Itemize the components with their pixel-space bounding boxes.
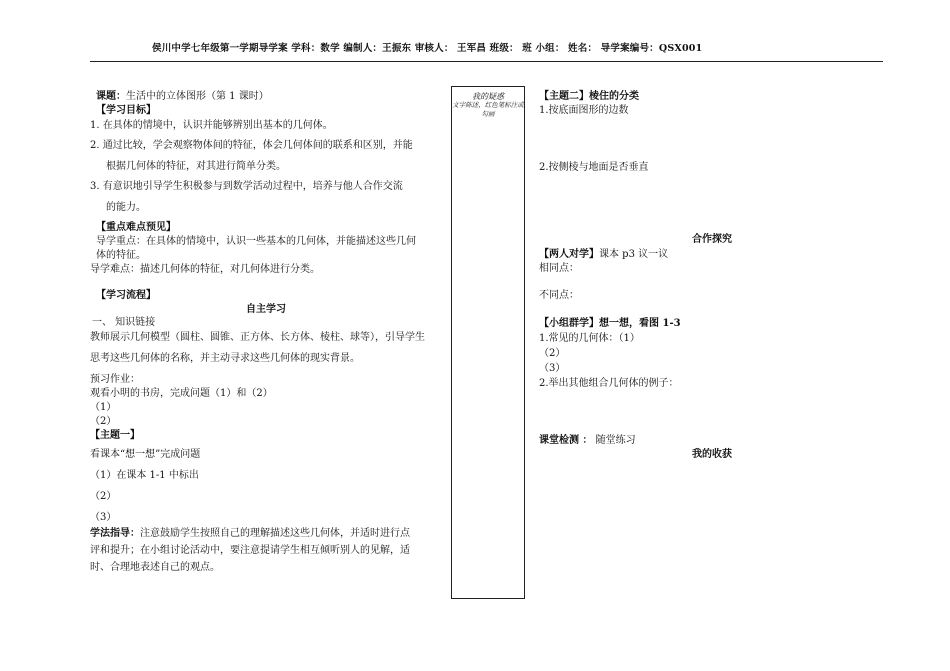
para-2: 思考这些几何体的名称，并主动寻求这些几何体的现实背景。 — [90, 353, 360, 364]
notes-box — [451, 86, 525, 599]
goal-2b: 根据几何体的特征，对其进行简单分类。 — [106, 161, 286, 172]
difficulty: 导学难点：描述几何体的特征，对几何体进行分类。 — [90, 264, 320, 275]
topic-1-heading: 【主题一】 — [90, 430, 140, 441]
goal-3b: 的能力。 — [106, 202, 146, 213]
goal-3a: 3. 有意识地引导学生积极参与到数学活动过程中，培养与他人合作交流 — [90, 181, 403, 192]
lesson-label: 课题： — [96, 91, 126, 102]
homework-title: 预习作业： — [90, 374, 140, 385]
group-study-heading: 【小组群学】想一想，看图 1-3 — [539, 318, 681, 329]
goal-2a: 2. 通过比较，学会观察物体间的特征，体会几何体间的联系和区别，并能 — [90, 140, 413, 151]
class-check-line — [539, 431, 636, 446]
class-check-text: 随堂练习 — [595, 435, 636, 446]
topic-1-q3: （3） — [90, 512, 117, 523]
topic-1-line: 看课本“想一想”完成问题 — [90, 449, 201, 460]
flow-heading: 【学习流程】 — [96, 290, 156, 301]
key-point-2: 体的特征。 — [96, 250, 146, 261]
guidance-line-1 — [90, 524, 410, 539]
header-rule — [90, 61, 883, 62]
similarities: 相同点： — [539, 263, 579, 274]
guidance-label: 学法指导： — [90, 528, 140, 539]
cooperation-heading: 合作探究 — [692, 234, 732, 245]
lesson-title: 生活中的立体图形（第 1 课时） — [126, 91, 269, 102]
notes-title: 我的疑惑 — [472, 92, 504, 101]
pair-study-text: 课本 p3 议一议 — [599, 249, 669, 260]
guidance-text-1: 注意鼓励学生按照自己的理解描述这些几何体，并适时进行点 — [140, 528, 410, 539]
pair-study-line — [539, 245, 668, 260]
group-item-4: 2.举出其他组合几何体的例子： — [539, 378, 679, 389]
topic-2-heading: 【主题二】棱住的分类 — [539, 91, 639, 102]
goals-heading: 【学习目标】 — [96, 105, 156, 116]
key-point-1: 导学重点：在具体的情境中，认识一些基本的几何体，并能描述这些几何 — [96, 236, 416, 247]
topic-1-q1: （1）在课本 1-1 中标出 — [90, 470, 199, 481]
para-1: 教师展示几何模型（圆柱、圆锥、正方体、长方体、棱柱、球等），引导学生 — [90, 332, 425, 343]
guidance-line-3: 时、合理地表述自己的观点。 — [90, 562, 220, 573]
group-item-1: 1.常见的几何体：（1） — [539, 333, 640, 344]
homework-q1: （1） — [90, 402, 117, 413]
group-item-3: （3） — [539, 363, 566, 374]
goal-1: 1. 在具体的情境中，认识并能够辨别出基本的几何体。 — [90, 120, 333, 131]
pair-study-label: 【两人对学】 — [539, 249, 599, 260]
topic-2-item-1: 1.按底面图形的边数 — [539, 105, 629, 116]
guidance-line-2: 评和提升；在小组讨论活动中，要注意提请学生相互倾听别人的见解，适 — [90, 545, 410, 556]
topic-2-item-2: 2.按侧棱与地面是否垂直 — [539, 162, 649, 173]
section-1-title: 一、 知识链接 — [92, 317, 156, 328]
key-heading: 【重点难点预见】 — [96, 222, 176, 233]
class-check-label: 课堂检测 ： — [539, 435, 593, 446]
document-header: 侯川中学七年级第一学期导学案 学科：数学 编制人：王振东 审核人： 王军昌 班级： 班 小组： 姓名： 导学案编号：QSX001 — [152, 43, 703, 54]
lesson-title-line — [96, 87, 269, 102]
group-item-2: （2） — [539, 348, 566, 359]
topic-1-q2: （2） — [90, 491, 117, 502]
homework-line: 观看小明的书房，完成问题（1）和（2） — [90, 388, 273, 399]
homework-q2: （2） — [90, 416, 117, 427]
harvest-heading: 我的收获 — [692, 449, 732, 460]
notes-subtitle: 文字陈述，红色笔标注或勾画 — [452, 101, 524, 118]
differences: 不同点： — [539, 290, 579, 301]
self-study-heading: 自主学习 — [246, 304, 286, 315]
